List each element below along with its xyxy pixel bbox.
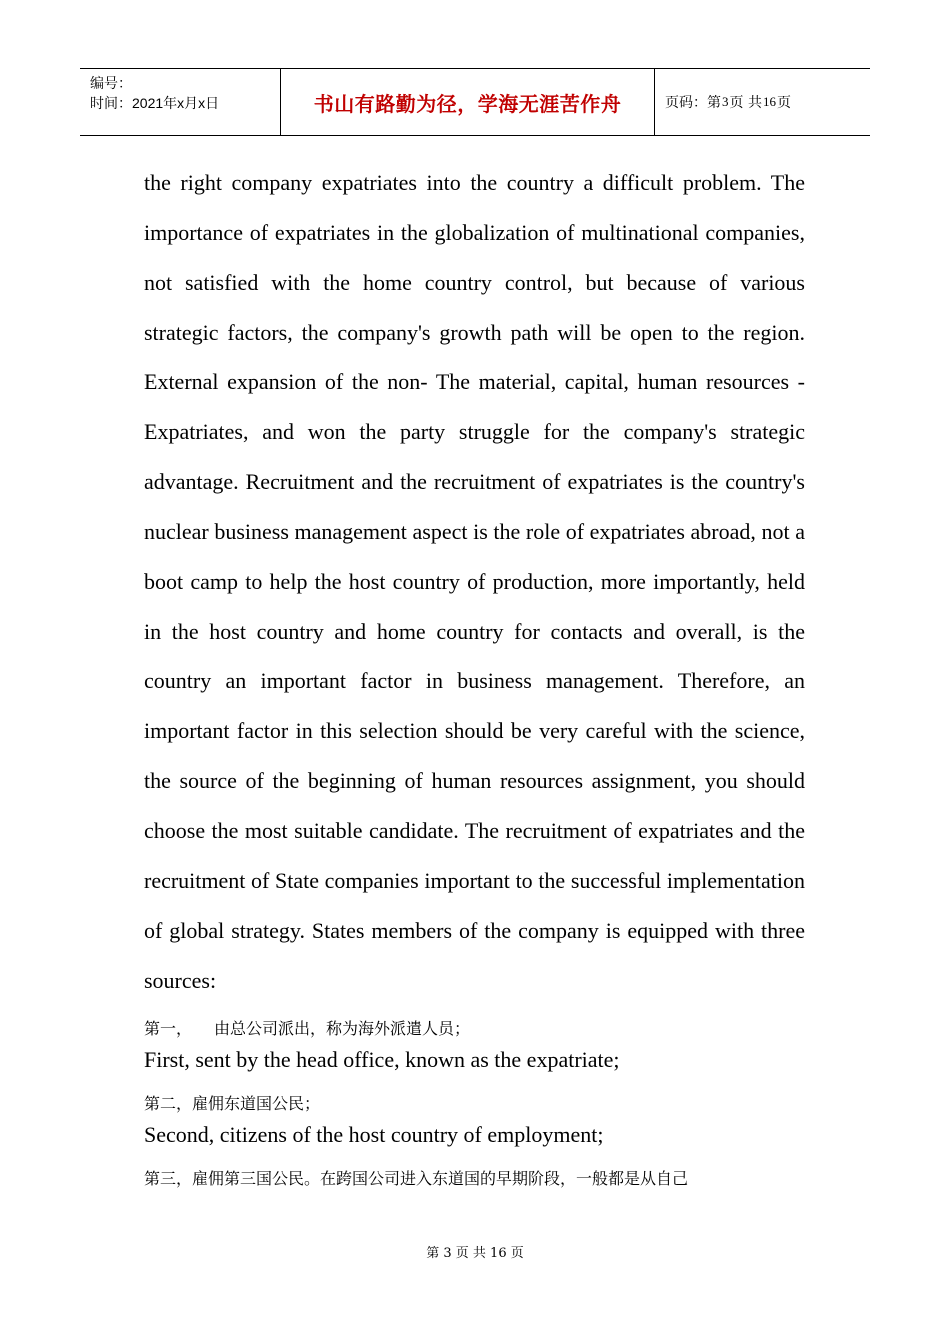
header-motto-cell [281,69,655,135]
page-mid: 页 共 [729,95,762,111]
body-paragraph: the right company expatriates into the country a difficult problem. The importance of expatriates in the globalization of multinational companies, not satisfied with the home country control, but because of various strategic factors, the company's growth path will be open to the region. External expansion of the non- The material, capital, human resources - Expatriates, and won the party struggle for the company's strategic advantage. Recruitment and the recruitment of expatriates is the country's nuclear business management aspect is the role of expatriates abroad, not a boot camp to help the host country of production, more importantly, held in the host country and home country for contacts and overall, is the country an important factor in business management. Therefore, an important factor in this selection should be very careful with the science, the source of the beginning of human resources assignment, you should choose the most suitable candidate. The recruitment of expatriates and the recruitment of State companies important to the successful implementation of global strategy. States members of the company is equipped with three sources: [144,170,805,993]
page-suffix: 页 [776,95,791,111]
serial-number-label: 编号： [90,75,132,91]
item2-english: Second, citizens of the host country of employment; [144,1122,604,1148]
page-footer: 第 3 页 共 16 页 [426,1246,524,1261]
header-motto: 书山有路勤为径，学海无涯苦作舟 [313,91,622,116]
page-total: 16 [762,94,776,109]
item2-chinese: 第二，雇佣东道国公民； [144,1094,321,1114]
page-current: 3 [722,94,729,109]
header-page-cell [655,69,870,135]
date-label: 时间：2021年x月x日 [90,95,220,111]
item1-cn-text: 由总公司派出，称为海外派遣人员； [214,1019,471,1039]
item1-english: First, sent by the head office, known as the expatriate; [144,1047,620,1073]
item1-chinese [144,1005,805,1039]
document-body [144,158,805,1189]
item1-cn-prefix: 第一， [144,1019,193,1039]
header-info-cell [80,69,281,135]
item3-chinese: 第三，雇佣第三国公民。在跨国公司进入东道国的早期阶段，一般都是从自己 [144,1169,689,1189]
page-header [80,68,870,136]
page-prefix: 页码：第 [665,95,721,111]
